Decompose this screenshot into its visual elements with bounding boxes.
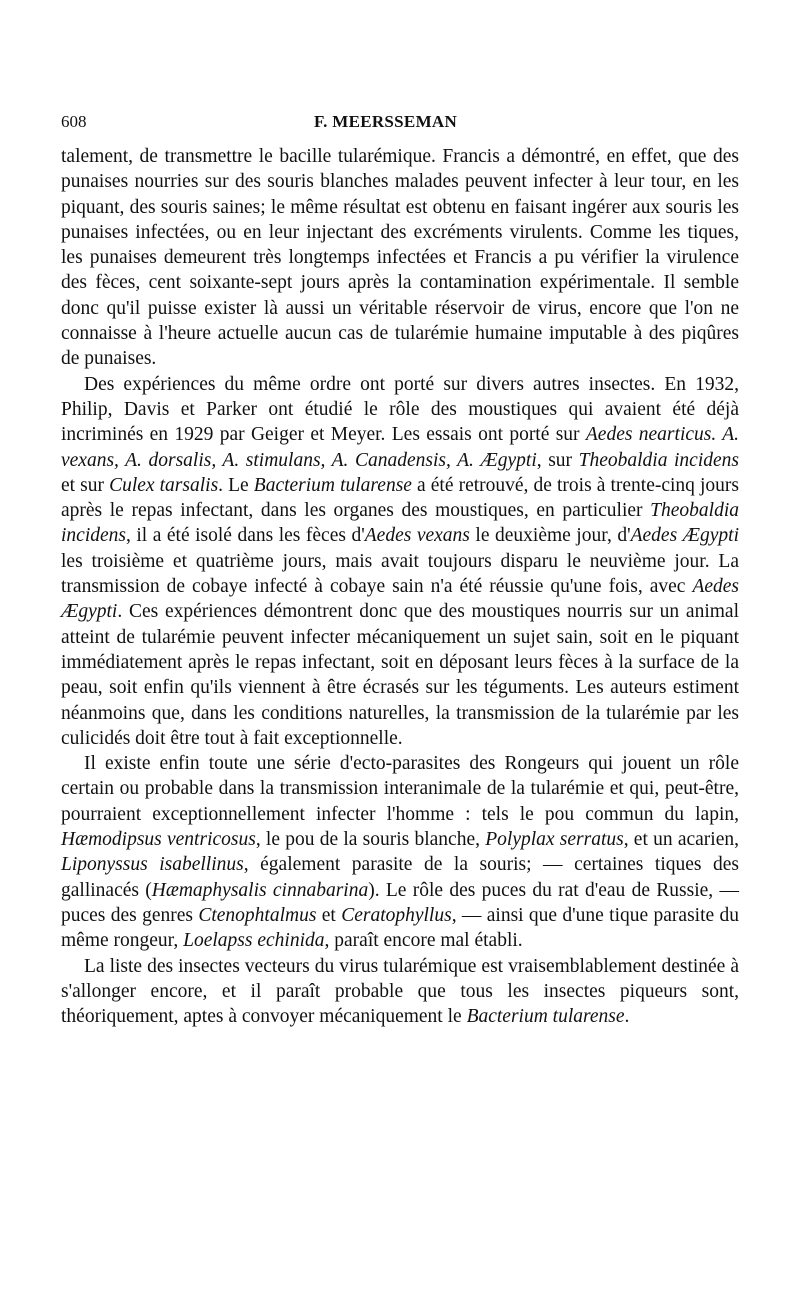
italic-term: Hæmodipsus ventricosus (61, 829, 256, 851)
text-run: les troisième et quatrième jours, mais avait toujours disparu le neuvième jour. La transmission de cobaye infecté à cobaye sain n'a été réussie qu'une fois, avec (61, 550, 739, 598)
text-run: Des expériences du même ordre ont porté sur divers autres insectes. En 1932, Philip, Davis et Parker ont étudié le rôle des moustiques qui avaient été déjà incriminés en 1929 par Geiger et Meyer. Les essais ont porté sur (61, 373, 739, 446)
page-header (61, 112, 739, 144)
text-run: Il existe enfin toute une série d'ecto-parasites des Rongeurs qui jouent un rôle certain ou probable dans la transmission interanimale de la tularémie et qui, peut-être, pourraient exceptionnellement infecter l'homme : tels le pou commun du lapin, (61, 753, 739, 825)
italic-term: Ceratophyllus (341, 904, 452, 926)
text-run: talement, de transmettre le bacille tularémique. Francis a démontré, en effet, que des punaises nourries sur des souris blanches malades peuvent infecter à leur tour, en les piquant, des souris saines; le même résultat est obtenu en faisant ingérer aux souris les punaises infectées, ou en leur injectant des excréments virulents. Comme les tiques, les punaises demeurent très longtemps infectées et Francis a pu vérifier la virulence des fèces, cent soixante-sept jours après la contamination expérimentale. Il semble donc qu'il puisse exister là aussi un véritable réservoir de virus, encore que l'on ne connaisse à l'heure actuelle aucun cas de tularémie humaine imputable à des piqûres de punaises. (61, 146, 739, 370)
italic-term: Loelapss echinida (183, 930, 325, 952)
text-run: , — ainsi que d'une tique parasite du même rongeur, (61, 904, 739, 952)
italic-term: Aedes nearticus. A. vexans, A. dorsalis, A. stimulans, A. Canadensis, A. Ægypti (61, 424, 739, 471)
text-run: . Le (218, 474, 254, 496)
italic-term: Aedes Ægypti (61, 576, 739, 623)
paragraph (61, 144, 739, 372)
text-run: a été retrouvé, de trois à trente-cinq jours après le repas infectant, dans les organes des moustiques, en particulier (61, 474, 740, 522)
body-text (61, 144, 739, 1029)
italic-term: Theobaldia incidens (61, 500, 739, 547)
italic-term: Aedes vexans (364, 525, 470, 547)
italic-term: Bacterium tularense (466, 1006, 625, 1028)
italic-term: Hæmaphysalis cinnabarina (151, 879, 369, 901)
text-run: . (624, 1006, 630, 1028)
paragraph (61, 954, 739, 1030)
text-run: , sur (536, 449, 579, 471)
text-run: et sur (61, 474, 110, 496)
text-run: le deuxième jour, d' (469, 525, 631, 547)
text-run: , il a été isolé dans les fèces d' (125, 525, 365, 547)
italic-term: Theobaldia incidens (578, 449, 739, 471)
text-run: , le pou de la souris blanche, (255, 829, 486, 851)
text-run: La liste des insectes vecteurs du virus tularémique est vraisemblablement destinée à s'allonger encore, et il paraît probable que tous les insectes piqueurs sont, théoriquement, aptes à convoyer mécaniquement le (61, 955, 739, 1028)
text-run: ). Le rôle des puces du rat d'eau de Russie, — puces des genres (61, 879, 739, 926)
text-run: , paraît encore mal établi. (324, 930, 523, 952)
paragraph (61, 751, 739, 953)
italic-term: Polyplax serratus (485, 829, 624, 851)
italic-term: Liponyssus isabellinus (61, 854, 244, 876)
running-head: F. MEERSSEMAN (314, 112, 458, 131)
document-page (61, 112, 739, 1029)
text-run: , et un acarien, (623, 829, 740, 851)
italic-term: Culex tarsalis (109, 474, 219, 496)
text-run: et (316, 904, 342, 926)
italic-term: Aedes Ægypti (630, 525, 739, 547)
paragraph (61, 372, 739, 751)
page-number: 608 (61, 112, 87, 131)
italic-term: Bacterium tularense (253, 474, 412, 496)
italic-term: Ctenophtalmus (198, 904, 317, 926)
text-run: . Ces expériences démontrent donc que des moustiques nourris sur un animal atteint de tularémie peuvent infecter mécaniquement un sujet sain, soit en le piquant immédiatement après le repas infectant, soit en déposant leurs fèces à la surface de la peau, soit enfin qu'ils viennent à être écrasés sur les téguments. Les auteurs estiment néanmoins que, dans les conditions naturelles, la transmission de la tularémie par les culicidés doit être tout à fait exceptionnelle. (61, 601, 739, 749)
text-run: , également parasite de la souris; — certaines tiques des gallinacés ( (61, 854, 740, 901)
